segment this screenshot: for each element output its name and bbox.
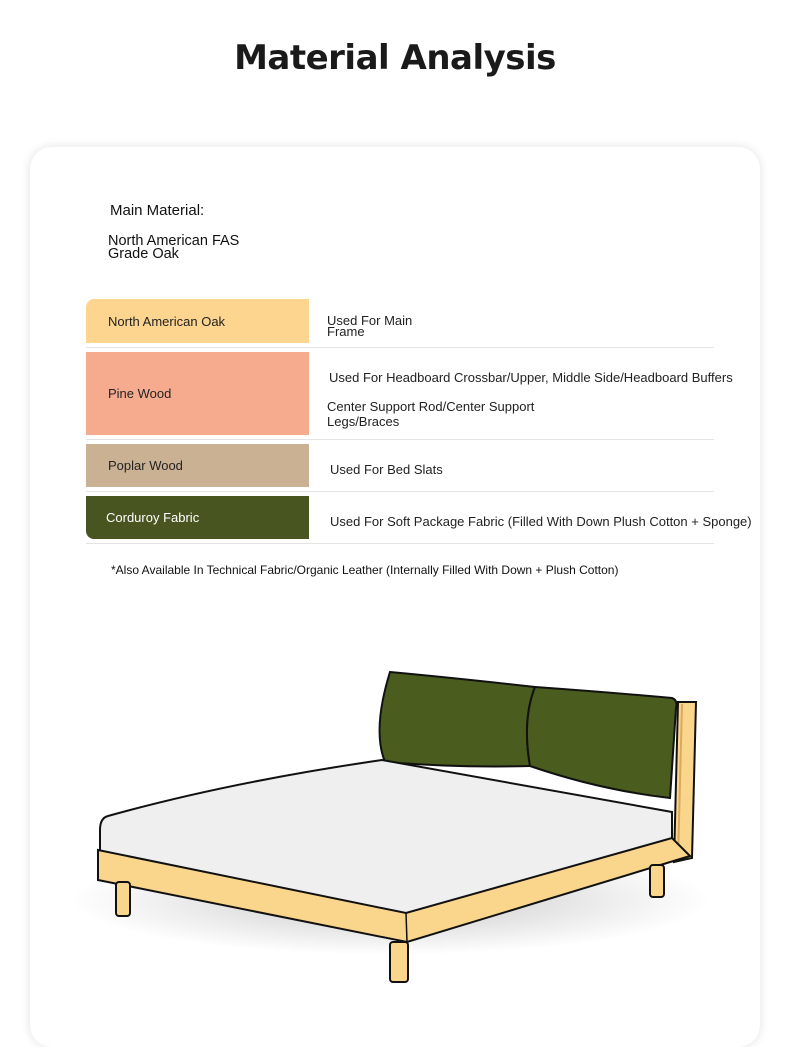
main-material-value-line1: North American FAS: [108, 233, 240, 249]
material-name-corduroy: Corduroy Fabric: [86, 496, 309, 539]
footnote: *Also Available In Technical Fabric/Organic Leather (Internally Filled With Down + Plush Cotton): [111, 563, 619, 577]
bed-leg-front: [390, 942, 408, 982]
material-desc-pine-line2: Center Support Rod/Center Support: [327, 399, 535, 414]
bed-leg-right: [650, 865, 664, 897]
material-desc-pine-line3: Legs/Braces: [327, 414, 400, 429]
material-desc-pine-line1: Used For Headboard Crossbar/Upper, Middle Side/Headboard Buffers: [329, 370, 733, 385]
main-material-value-line2: Grade Oak: [108, 245, 179, 262]
material-row-poplar: [86, 444, 714, 492]
material-row-pine: [86, 352, 733, 440]
material-name-poplar: Poplar Wood: [86, 444, 309, 487]
headboard-cushion-right: [527, 687, 677, 798]
headboard-post: [674, 702, 696, 862]
material-desc-oak-line1: Used For Main: [327, 313, 413, 328]
material-desc-oak-line2: Frame: [327, 324, 365, 339]
material-row-corduroy: [86, 496, 752, 544]
material-desc-corduroy: Used For Soft Package Fabric (Filled With Down Plush Cotton + Sponge): [330, 514, 752, 529]
material-name-oak: North American Oak: [86, 299, 309, 343]
frame-corner-edge: [406, 913, 407, 942]
main-material-value: [108, 235, 268, 260]
page-title: Material Analysis: [234, 38, 556, 78]
material-row-oak: [86, 299, 714, 348]
main-material-label: Main Material:: [110, 202, 205, 219]
material-desc-poplar: Used For Bed Slats: [330, 462, 443, 477]
headboard-cushion-left: [380, 672, 535, 767]
bed-leg-left: [116, 882, 130, 916]
bed-illustration: [60, 660, 720, 990]
material-name-pine: Pine Wood: [86, 352, 309, 435]
